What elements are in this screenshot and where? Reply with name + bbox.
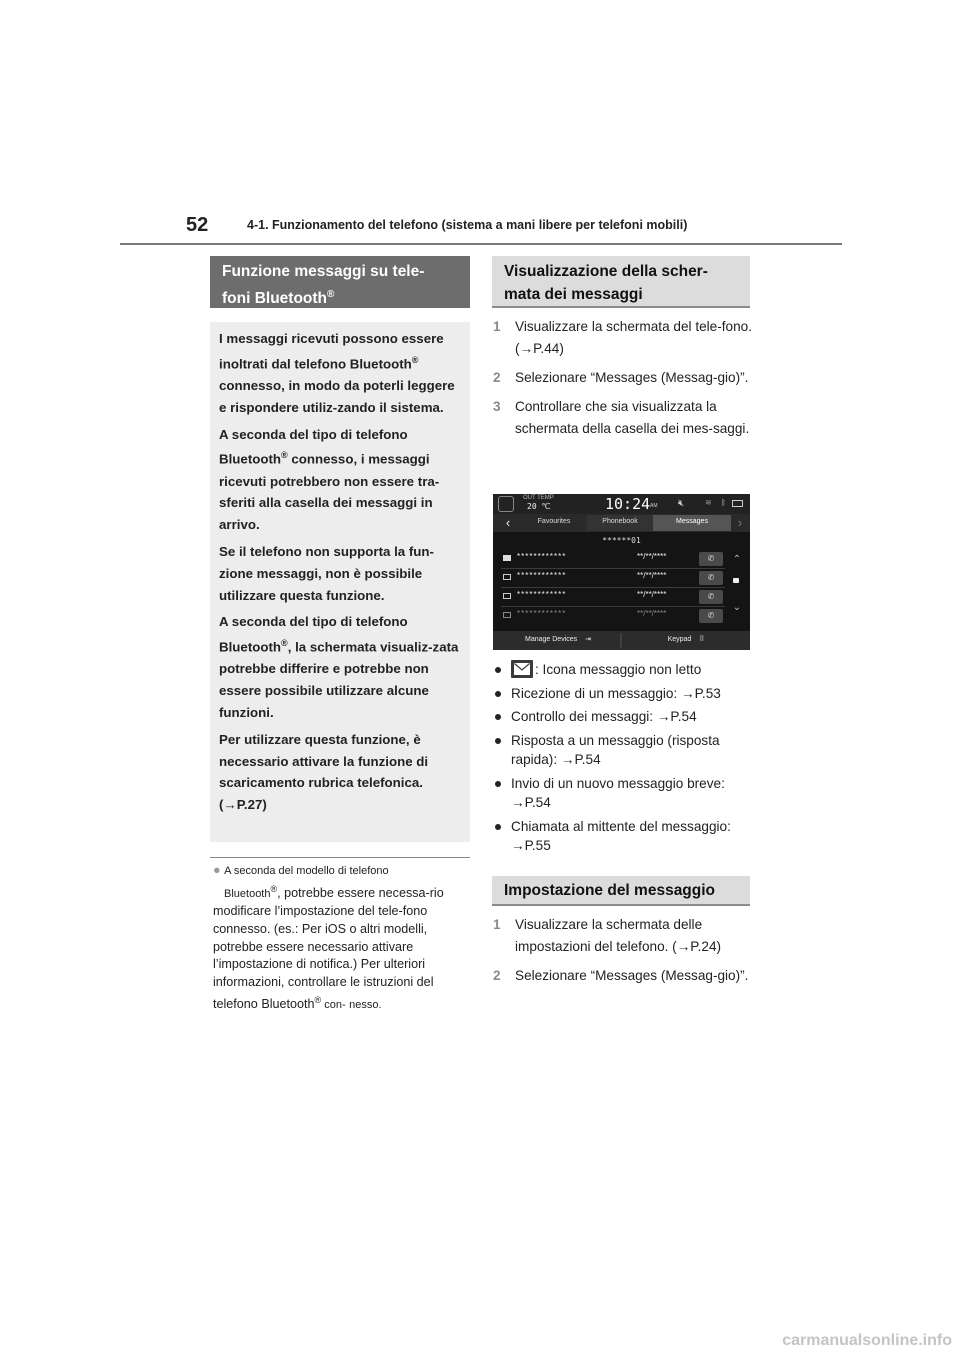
message-date: **/**/**** [637, 571, 667, 580]
info-box [210, 322, 470, 842]
unread-message-icon [511, 660, 533, 678]
back-button[interactable]: ‹ [505, 515, 511, 530]
steps-display [493, 316, 755, 447]
info-paragraph-4 [219, 611, 461, 723]
text: connesso, in modo da poterli leggere e rispondere utiliz-zando il sistema. [219, 378, 455, 415]
list-item-text: Ricezione di un messaggio: →P.53 [511, 685, 721, 701]
status-icons [705, 498, 745, 508]
watermark: carmanualsonline.info [782, 1332, 952, 1349]
bullet-dot [495, 738, 501, 744]
step-text: Selezionare “Messages (Messag-gio)”. [515, 968, 749, 983]
message-sender: ************ [517, 552, 567, 561]
bullet-dot [495, 691, 501, 697]
tab-phonebook[interactable]: Phonebook [602, 518, 638, 525]
registered-mark: ® [270, 883, 278, 894]
out-temp-value: 20 ℃ [527, 502, 551, 511]
step-number: 3 [493, 399, 501, 414]
bullet-dot [495, 824, 501, 830]
out-temp-label: OUT TEMP [523, 495, 554, 501]
read-message-icon [503, 593, 511, 599]
text: , la schermata visualiz-zata potrebbe differire e potrebbe non essere possibile utilizzare alcune funzioni. [219, 639, 459, 721]
list-item-text: Controllo dei messaggi: →P.54 [511, 709, 697, 724]
note-text: con- [321, 998, 346, 1011]
feature-list [493, 660, 755, 860]
step-text: Visualizzare la schermata del tele-fono. (→P.44) [515, 319, 753, 356]
heading-line-2: mata dei messaggi [504, 286, 643, 303]
step-2 [493, 965, 755, 987]
unread-message-icon [503, 555, 511, 561]
registered-mark: ® [327, 289, 335, 300]
step-number: 2 [493, 968, 501, 983]
device-icon: ⇥ [585, 636, 591, 643]
step-text: Visualizzare la schermata delle impostazioni del telefono. (→P.24) [515, 917, 722, 954]
tab-favourites[interactable]: Favourites [537, 518, 571, 525]
page-number: 52 [186, 214, 209, 236]
chapter-title: 4-1. Funzionamento del telefono (sistema a mani libere per telefoni mobili) [247, 218, 688, 232]
message-date: **/**/**** [637, 590, 667, 599]
heading-line-2 [222, 283, 458, 310]
bullet-dot [495, 714, 501, 720]
app-icon[interactable] [498, 496, 514, 512]
scroll-up-button[interactable]: ⌃ [732, 554, 742, 565]
steps-settings [493, 914, 755, 994]
list-item-text: : Icona messaggio non letto [535, 662, 702, 677]
call-button[interactable]: ✆ [699, 571, 723, 585]
list-item [493, 660, 755, 680]
info-paragraph-5 [219, 729, 461, 816]
scrollbar-thumb[interactable] [733, 578, 739, 583]
message-row[interactable] [501, 608, 725, 625]
keypad-label: Keypad [667, 636, 692, 643]
section-heading-message-settings: Impostazione del messaggio [492, 876, 750, 906]
step-number: 1 [493, 319, 501, 334]
message-sender: ************ [517, 609, 567, 618]
next-button[interactable]: › [737, 515, 743, 530]
step-2 [493, 367, 755, 389]
clock-ampm: AM [650, 503, 658, 509]
note-bullet-icon: ● [213, 863, 221, 877]
list-item [493, 731, 755, 770]
registered-mark: ® [281, 450, 288, 461]
keypad-icon: ⠿ [699, 636, 705, 643]
page-reference-link[interactable]: (→P.27) [219, 797, 267, 813]
step-text: Selezionare “Messages (Messag-gio)”. [515, 370, 749, 385]
battery-icon [732, 500, 743, 507]
step-1 [493, 914, 755, 958]
read-message-icon [503, 612, 511, 618]
note-text: Bluetooth [224, 887, 271, 900]
note [213, 862, 468, 1014]
text: A seconda del tipo di telefono Bluetooth [219, 614, 408, 655]
account-name: ******01 [602, 536, 641, 545]
manage-devices-button[interactable] [503, 635, 613, 643]
manage-devices-label: Manage Devices [525, 636, 578, 643]
text: I messaggi ricevuti possono essere inoltrati dal telefono Bluetooth [219, 331, 444, 372]
heading-line-1: Funzione messaggi su tele- [222, 263, 425, 280]
list-item [493, 817, 755, 856]
heading-text: foni Bluetooth [222, 290, 328, 308]
call-button[interactable]: ✆ [699, 590, 723, 604]
bullet-dot [495, 781, 501, 787]
text: connesso, i messaggi ricevuti potrebbero non essere tra-sferiti alla casella dei messaggi in arrivo. [219, 451, 440, 533]
step-3 [493, 396, 755, 440]
info-paragraph-3: Se il telefono non supporta la fun-zione messaggi, non è possibile utilizzare questa funzione. [219, 544, 434, 603]
section-heading-message-screen [492, 256, 750, 308]
note-divider [210, 857, 470, 858]
info-paragraph-1 [219, 328, 461, 419]
note-text: A seconda del modello di telefono [224, 865, 389, 877]
info-paragraph-2 [219, 424, 461, 536]
message-date: **/**/**** [637, 609, 667, 618]
step-number: 1 [493, 917, 501, 932]
list-item [493, 684, 755, 704]
clock: 10:24 [605, 495, 651, 513]
message-date: **/**/**** [637, 552, 667, 561]
registered-mark: ® [314, 994, 322, 1005]
bullet-dot [495, 667, 501, 673]
keypad-button[interactable] [629, 635, 743, 643]
step-1 [493, 316, 755, 360]
tab-messages[interactable]: Messages [676, 518, 708, 525]
step-number: 2 [493, 370, 501, 385]
registered-mark: ® [281, 638, 288, 649]
message-sender: ************ [517, 590, 567, 599]
list-item-text: Invio di un nuovo messaggio breve: →P.54 [511, 775, 725, 810]
note-indent [213, 883, 444, 1011]
registered-mark: ® [411, 354, 419, 365]
list-item-text: Risposta a un messaggio (risposta rapida): →P.54 [511, 732, 720, 767]
call-button[interactable]: ✆ [699, 609, 723, 623]
note-text: nesso. [349, 998, 382, 1011]
mute-icon: 🔇︎ [678, 498, 685, 509]
step-text: Controllare che sia visualizzata la schermata della casella dei mes-saggi. [515, 399, 750, 436]
read-message-icon [503, 574, 511, 580]
heading-line-1: Visualizzazione della scher- [504, 263, 708, 280]
text: A seconda del tipo di telefono Bluetooth [219, 426, 408, 467]
scroll-down-button[interactable]: ⌄ [732, 602, 742, 613]
messages-screen [493, 494, 750, 650]
message-row[interactable] [501, 551, 725, 569]
wifi-icon: ≋ [705, 498, 712, 507]
call-button[interactable]: ✆ [699, 552, 723, 566]
text: Per utilizzare questa funzione, è necessario attivare la funzione di scaricamento rubrica telefonica. [219, 731, 429, 791]
message-sender: ************ [517, 571, 567, 580]
list-item [493, 774, 755, 813]
list-item-text: Chiamata al mittente del messaggio: →P.55 [511, 818, 731, 853]
section-heading-bluetooth-messages [210, 256, 470, 308]
header-rule [120, 243, 842, 245]
message-row[interactable] [501, 570, 725, 588]
note-text: , potrebbe essere necessa-rio modificare l’impostazione del tele-fono connesso. (es.: Per iOS o altri modelli, potrebbe essere necessario attivare l’impostazione di notifica.) Per ulteriori informazioni, controllare le istruzioni del telefono Bluetooth [213, 885, 444, 1011]
message-row[interactable] [501, 589, 725, 607]
bluetooth-icon: ᛒ [721, 498, 726, 507]
list-item [493, 707, 755, 727]
